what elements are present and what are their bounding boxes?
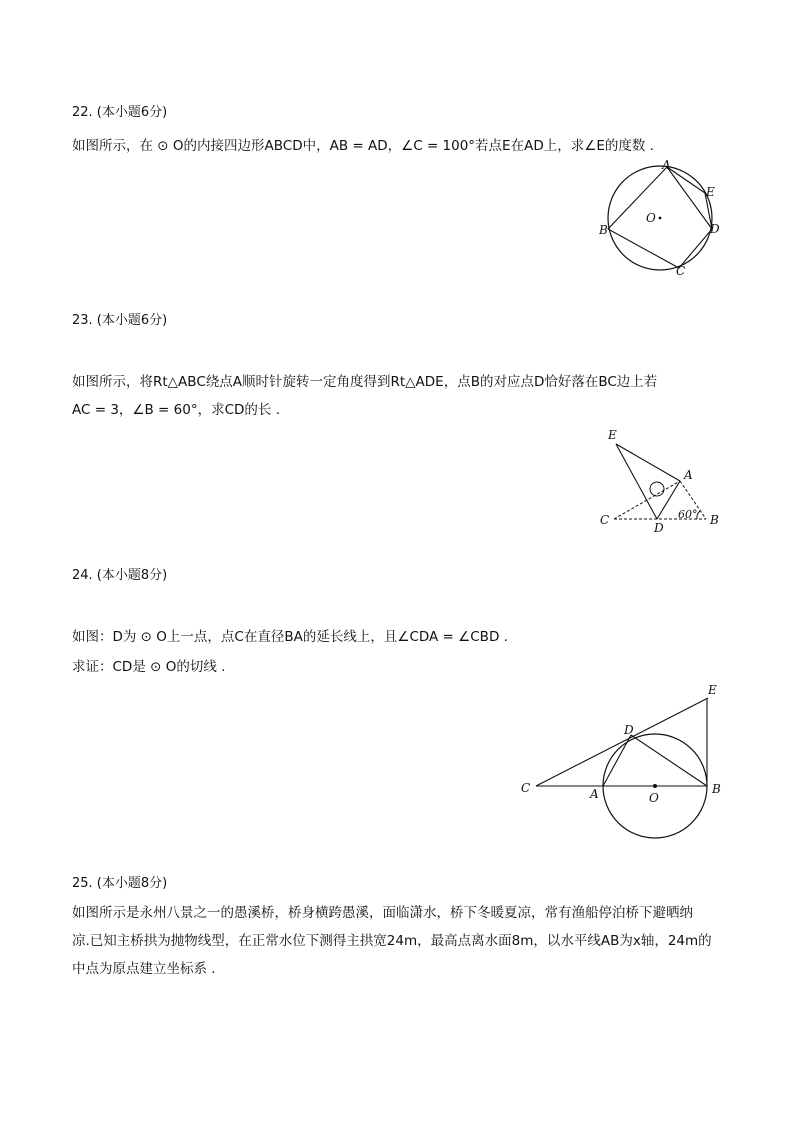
center-point xyxy=(653,784,657,788)
question-header: 23. (本小题6分) xyxy=(72,313,168,328)
segment-ad xyxy=(657,481,680,519)
question-text: AC = 3，∠B = 60°，求CD的长 . xyxy=(72,402,280,418)
label-e: E xyxy=(706,185,715,199)
question-text: 如图：D为 ⊙ O上一点，点C在直径BA的延长线上，且∠CDA = ∠CBD . xyxy=(72,629,508,645)
label-o: O xyxy=(649,791,659,805)
figure-tangent-circle xyxy=(512,680,732,850)
question-text: 如图所示，在 ⊙ O的内接四边形ABCD中，AB = AD，∠C = 100°若点E在AD上，求∠E的度数 . xyxy=(72,138,654,154)
question-header: 25. (本小题8分) xyxy=(72,876,168,891)
question-24 xyxy=(72,567,732,677)
label-c: C xyxy=(676,264,686,278)
decorative-circle xyxy=(650,482,664,496)
label-a: A xyxy=(590,787,599,801)
question-text: 凉.已知主桥拱为抛物线型，在正常水位下测得主拱宽24m，最高点离水面8m，以水平线AB为x轴，24m的 xyxy=(72,933,712,949)
center-point xyxy=(659,217,662,220)
label-o: O xyxy=(646,211,656,225)
question-25 xyxy=(72,875,732,979)
question-23 xyxy=(72,312,732,420)
angle-label: 60° xyxy=(678,508,698,521)
label-e: E xyxy=(708,683,717,697)
question-header: 22. (本小题6分) xyxy=(72,105,168,120)
label-b: B xyxy=(712,782,721,796)
question-text: 中点为原点建立坐标系 . xyxy=(72,961,216,977)
label-b: B xyxy=(710,513,719,527)
question-text: 如图所示，将Rt△ABC绕点A顺时针旋转一定角度得到Rt△ADE，点B的对应点D恰好落在BC边上若 xyxy=(72,374,658,390)
label-a: A xyxy=(662,158,671,172)
label-c: C xyxy=(600,513,610,527)
label-e: E xyxy=(608,428,617,442)
question-header: 24. (本小题8分) xyxy=(72,568,168,583)
label-b: B xyxy=(599,223,608,237)
label-c: C xyxy=(521,781,531,795)
question-text: 求证：CD是 ⊙ O的切线 . xyxy=(72,659,226,675)
figure-cyclic-quadrilateral xyxy=(590,155,730,283)
question-text: 如图所示是永州八景之一的愚溪桥，桥身横跨愚溪，面临潇水，桥下冬暖夏凉，常有渔船停泊桥下避晒纳 xyxy=(72,905,693,921)
label-d: D xyxy=(654,521,664,535)
label-d: D xyxy=(624,723,634,737)
line-db xyxy=(631,735,707,786)
label-a: A xyxy=(684,468,693,482)
question-22 xyxy=(72,104,732,156)
line-ad xyxy=(603,735,631,786)
figure-rotated-triangles xyxy=(596,424,726,536)
label-d: D xyxy=(710,222,720,236)
